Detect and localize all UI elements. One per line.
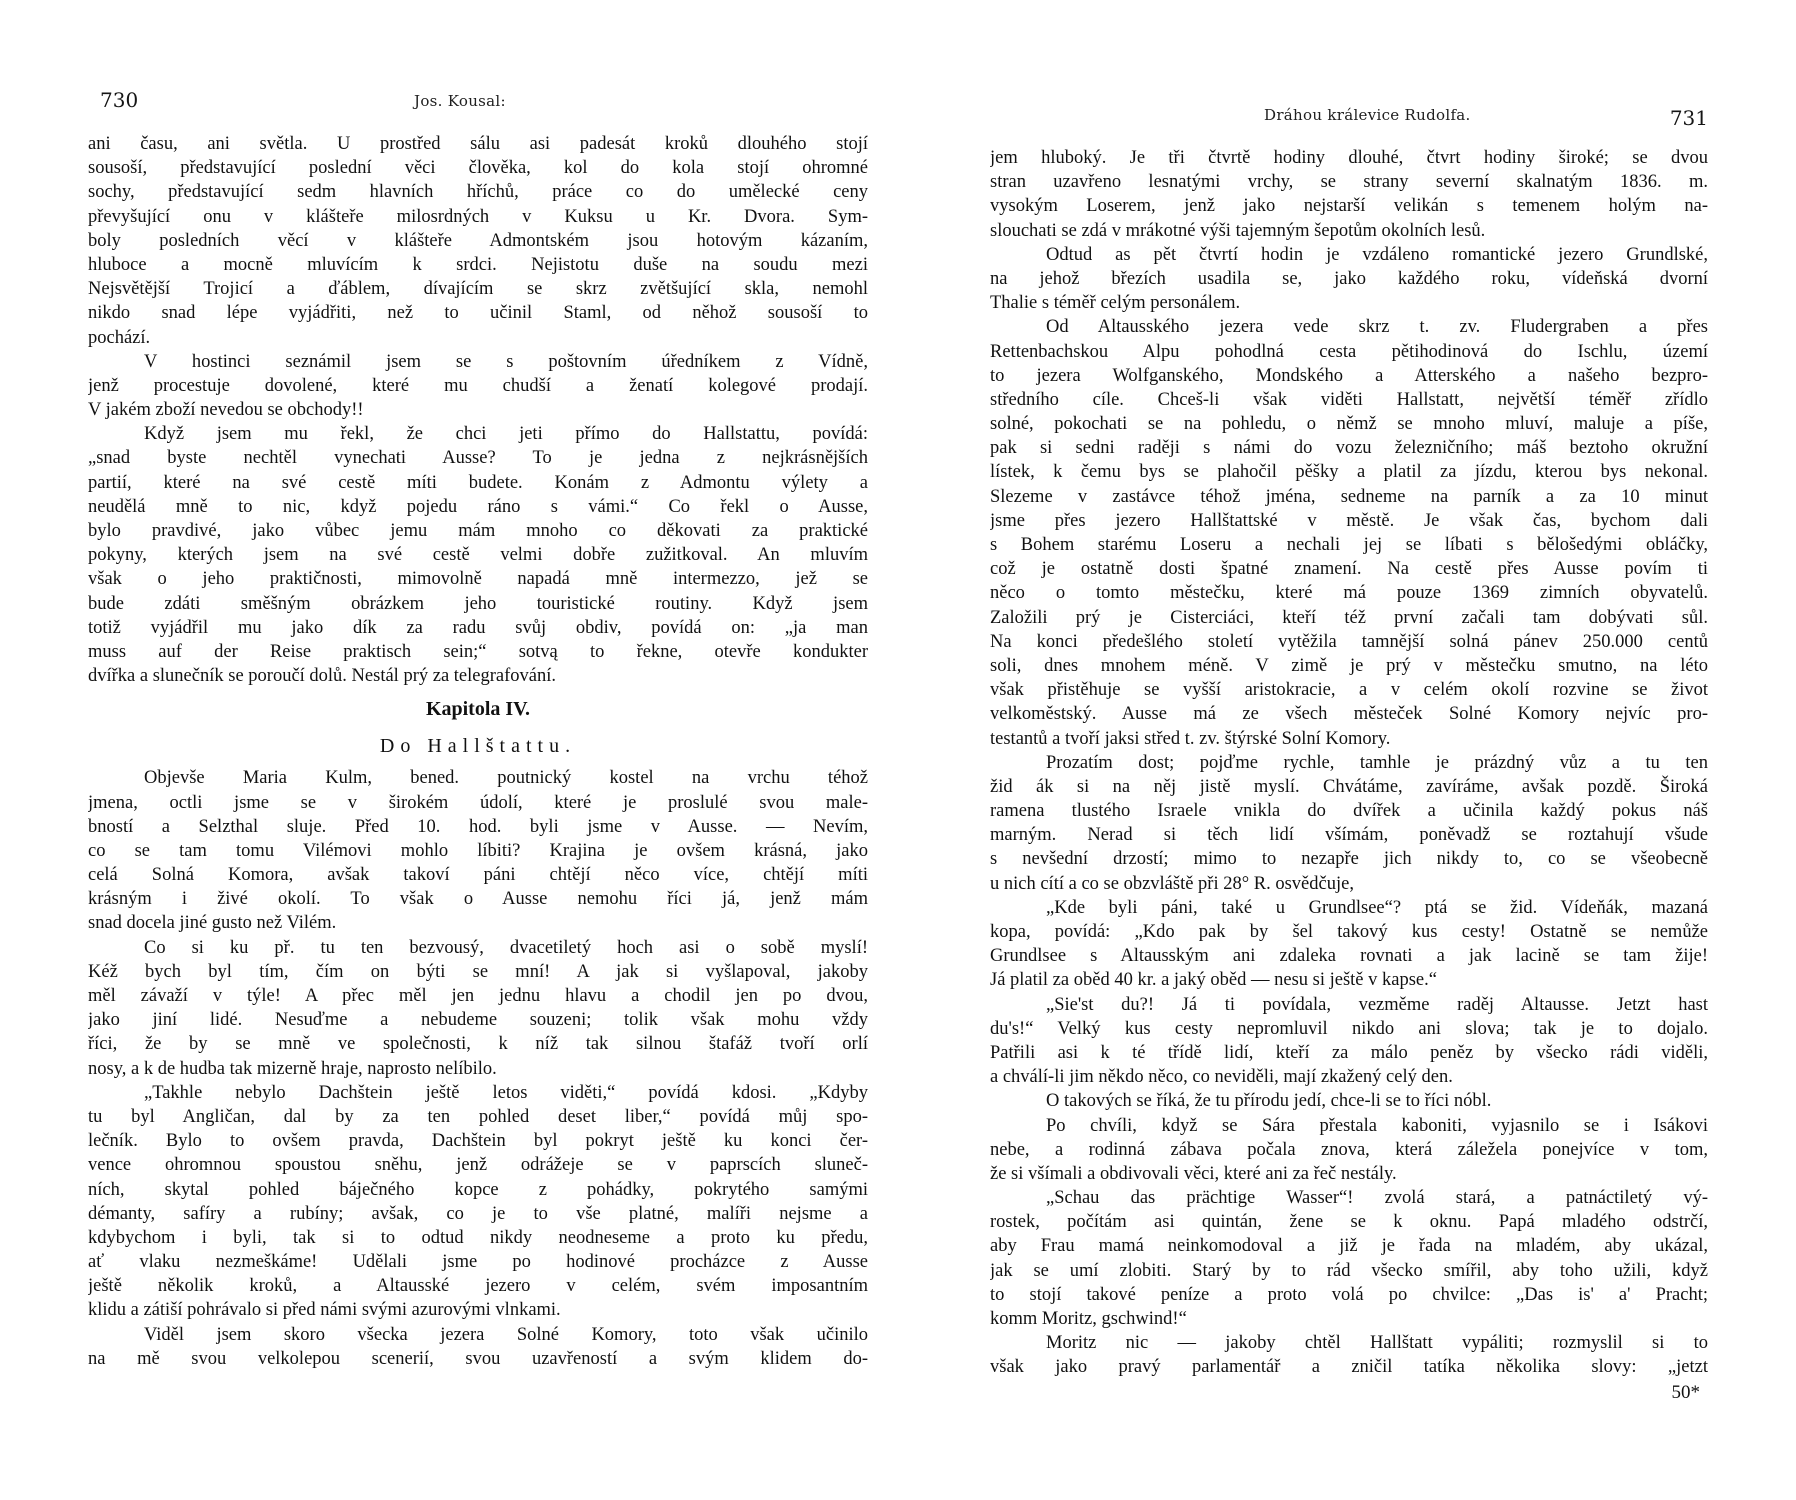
text-line: Patřili asi k té třídě lidí, kteří za málo peněz by všecko rádi viděli, (990, 1042, 1708, 1063)
text-line: muss auf der Reise praktisch sein;“ sotvą to řekne, otevře kondukter (88, 641, 868, 662)
left-body-text (88, 132, 868, 1371)
text-line: solné, pokochati se na pohledu, o němž se mnoho mluví, maluje a píše, (990, 414, 1708, 435)
left-text-after-chapter (88, 766, 868, 1371)
text-line: jmena, octli jsme se v širokém údolí, které je proslulé svou male- (88, 792, 868, 813)
text-line: žid ák si na něj jistě myslí. Chvátáme, zavíráme, avšak pozdě. Široká (990, 776, 1708, 797)
text-line: sochy, představující sedm hlavních hříchů, práce co do umělecké ceny (88, 182, 868, 203)
text-line: velkoměstský. Ausse má ze všech městeček Solné Komory nejvíc pro- (990, 704, 1708, 725)
text-line: což je ostatně dosti špatné znamení. Na cestě přes Ausse povím ti (990, 559, 1708, 580)
right-text (990, 146, 1708, 1380)
text-line: snad docela jiné gusto než Vilém. (88, 913, 337, 934)
right-running-head (990, 0, 1708, 150)
text-line: pochází. (88, 327, 151, 348)
text-line: středního cíle. Chceš-li však viděti Hallstatt, největší téměř zřídlo (990, 389, 1708, 410)
left-page (88, 0, 868, 1500)
text-line: „Schau das prächtige Wasser“! zvolá stará, a patnáctiletý vý- (1046, 1188, 1708, 1209)
text-line: Založili prý je Cisterciáci, kteří též první začali tam dobývati sůl. (990, 607, 1708, 628)
text-line: soli, dnes mnohem méně. V zimě je prý v městečku smutno, na léto (990, 655, 1708, 676)
text-line: Já platil za oběd 40 kr. a jaký oběd — nesu si ještě v kapse.“ (990, 970, 1437, 991)
text-line: Co si ku př. tu ten bezvousý, dvacetiletý hoch asi o sobě myslí! (144, 937, 868, 958)
text-line: V hostinci seznámil jsem se s poštovním úředníkem z Vídně, (144, 351, 868, 372)
text-line: tu byl Angličan, dal by za ten pohled deset liber,“ povídá můj spo- (88, 1106, 868, 1127)
text-line: Na konci předešlého století vytěžila tamnější solná pánev 250.000 centů (990, 631, 1708, 652)
text-line: partií, které na své cestě míti budete. Konám z Admontu výlety a (88, 472, 868, 493)
chapter-title: Kapitola IV. (425, 698, 531, 721)
text-line: to jezera Wolfganského, Mondského a Atterského a našeho bezpro- (990, 365, 1708, 386)
text-line: že si všímali a obdivovali věci, které ani za řeč nestály. (990, 1163, 1397, 1184)
text-line: ať vlaku nezmeškáme! Udělali jsme po hodinové procházce z Ausse (88, 1252, 868, 1273)
text-line: komm Moritz, gschwind!“ (990, 1309, 1187, 1329)
text-line: Prozatím dost; pojďme rychle, tamhle je prázdný vůz a tu ten (1046, 752, 1708, 773)
text-line: ramena tlustého Israele vnikla do dvířek a učinila každý pokus náš (990, 801, 1708, 822)
text-line: klidu a zátiší pohrávalo si před námi svými azurovými vlnkami. (88, 1300, 561, 1321)
right-page (990, 0, 1708, 1500)
signature-mark: 50* (1671, 1381, 1700, 1403)
text-line: Když jsem mu řekl, že chci jeti přímo do Hallstattu, povídá: (144, 424, 868, 445)
text-line: na jehož březích usadila se, jako každého roku, vídeňská dvorní (990, 268, 1708, 289)
left-running-title: Jos. Kousal: (414, 92, 506, 110)
right-running-title: Dráhou králevice Rudolfa. (1264, 106, 1471, 124)
text-line: jenž procestuje dovolené, které mu chudší a ženatí kolegové prodají. (88, 375, 868, 396)
text-line: jsme přes jezero Hallštattské v městě. Je však čas, bychom dali (990, 510, 1708, 531)
text-line: pak si sedni raději s námi do vozu železničního; máš beztoho okružní (990, 438, 1708, 459)
left-text-before-chapter (88, 132, 868, 688)
text-line: Rettenbachskou Alpu pohodlná cesta pětihodinová do Ischlu, území (990, 341, 1708, 362)
text-line: rostek, počítám asi quintán, žene se k oknu. Papá mladého odstrčí, (990, 1212, 1708, 1233)
text-line: neudělá mně to nic, když pojedu ráno s vámi.“ Co řekl o Ausse, (88, 496, 868, 517)
text-line: kdybychom i byli, tak si to odtud nikdy neodneseme a proto ku předu, (88, 1227, 868, 1248)
text-line: ani času, ani světla. U prostřed sálu asi padesát kroků dlouhého stojí (88, 134, 868, 154)
right-body-text (990, 146, 1708, 1406)
text-line: to stojí takové peníze a proto volá po chvilce: „Das is' a' Pracht; (990, 1284, 1708, 1305)
text-line: bylo pravdivé, jako vůbec jemu mám mnoho co děkovati za praktické (88, 521, 868, 541)
text-line: nosy, a k de hudba tak mizerně hraje, naprosto nelíbilo. (88, 1058, 497, 1079)
text-line: V jakém zboží nevedou se obchody!! (88, 400, 364, 421)
text-line: Nejsvětější Trojicí a ďáblem, dívajícím se skrz zvětšující skla, nemohl (88, 279, 868, 300)
text-line: hluboce a mocně mluvícím k srdci. Nejistotu duše na soudu mezi (88, 254, 868, 275)
text-line: Odtud as pět čtvrtí hodin je vzdáleno romantické jezero Grundlské, (1046, 244, 1708, 265)
text-line: testantů a tvoří jaksi střed t. zv. štýrské Solní Komory. (990, 728, 1391, 749)
text-line: „Takhle nebylo Dachštein ještě letos viděti,“ povídá kdosi. „Kdyby (144, 1082, 868, 1103)
left-page-number: 730 (100, 88, 139, 112)
text-line: však o jeho praktičnosti, mimovolně napadá mně intermezzo, jež se (88, 569, 868, 590)
text-line: lístek, k čemu bys se plahočil pěšky a platil za jízdu, kterou bys nekonal. (990, 462, 1708, 483)
text-line: s nevšední drzostí; mimo to nezapře jich nikdy to, co se všeobecně (990, 849, 1708, 870)
text-line: něco o tomto městečku, které má pouze 1369 zimních obyvatelů. (990, 583, 1708, 604)
text-line: Od Altausského jezera vede skrz t. zv. Fludergraben a přes (1046, 317, 1708, 338)
text-line: dvířka a slunečník se poroučí dolů. Nestál prý za telegrafování. (88, 666, 556, 687)
text-line: „Kde byli páni, také u Grundlsee“? ptá se žid. Vídeňák, mazaná (1046, 897, 1708, 918)
chapter-subtitle: Do Hallštattu. (379, 735, 577, 758)
text-line: aby Frau mamá neinkomodoval a již je řada na mladém, aby ukázal, (990, 1236, 1708, 1257)
text-line: Viděl jsem skoro všecka jezera Solné Komory, toto však učinilo (144, 1324, 868, 1345)
text-line: však přistěhuje se vyšší aristokracie, a v celém okolí rozvine se život (990, 680, 1708, 701)
text-line: sousoší, představující poslední věci člověka, kol do kola stojí ohromné (88, 158, 868, 179)
text-line: démanty, safíry a rubíny; avšak, co je to vše platné, malíři nejsme a (88, 1203, 868, 1224)
text-line: lečník. Bylo to ovšem pravda, Dachštein byl pokryt ještě ku konci čer- (88, 1131, 868, 1152)
text-line: celá Solná Komora, avšak takoví páni chtějí něco více, chtějí míti (88, 865, 868, 886)
text-line: jako jiní lidé. Nesuďme a nebudeme souzeni; tolik však mohu vždy (88, 1010, 868, 1031)
text-line: bností a Selzthal sluje. Před 10. hod. byli jsme v Ausse. — Nevím, (88, 816, 868, 837)
left-running-head (88, 0, 868, 150)
text-line: převyšující onu v klášteře milosrdných v Kuksu u Kr. Dvora. Sym- (88, 206, 868, 227)
text-line: slouchati se zdá v mrákotné výši tajemným šepotům okolních lesů. (990, 220, 1486, 241)
text-line: totiž vyjádřil mu jako dík za radu svůj obdiv, povídá on: „ja man (88, 617, 868, 638)
text-line: marným. Nerad si těch lidí všímám, poněvadž se roztahují všude (990, 825, 1708, 846)
right-page-number: 731 (1669, 106, 1708, 130)
text-line: krásným i živé okolí. To však o Ausse nemohu říci já, jenž mám (88, 889, 868, 910)
text-line: pokyny, kterých jsem na své cestě velmi dobře zužitkoval. An mluvím (88, 545, 868, 566)
text-line: jak se umí zlobiti. Starý by to rád všecko smířil, aby toho užili, když (990, 1260, 1708, 1281)
text-line: jem hluboký. Je tři čtvrtě hodiny dlouhé, čtvrt hodiny široké; se dvou (990, 148, 1708, 168)
text-line: kopa, povídá: „Kdo pak by šel takový kus cesty! Ostatně se nemůže (990, 922, 1708, 942)
text-line: co se tam tomu Vilémovi mohlo líbiti? Krajina je ovšem krásná, jako (88, 840, 868, 861)
text-line: „Sie'st du?! Já ti povídala, vezměme raděj Altausse. Jetzt hast (1046, 994, 1708, 1015)
text-line: ještě několik kroků, a Altausské jezero v celém, svém imposantním (88, 1276, 868, 1297)
text-line: Po chvíli, když se Sára přestala kaboniti, vyjasnilo se i Isákovi (1046, 1115, 1708, 1136)
text-line: stran uzavřeno lesnatými vrchy, se strany severní skalnatým 1836. m. (990, 172, 1708, 193)
text-line: Grundlsee s Altausským ani zdaleka rovnati a jak lacině se tam žije! (990, 946, 1708, 967)
text-line: bude zdáti směšným obrázkem jeho touristické routiny. Když jsem (88, 593, 868, 614)
text-line: Slezeme v zastávce téhož jména, sedneme na parník a za 10 minut (990, 486, 1708, 507)
text-line: ních, skytal pohled báječného kopce z pohádky, pokrytého samými (88, 1179, 868, 1200)
text-line: Kéž bych byl tím, čím on býti se mní! A jak si vyšlapoval, jakoby (88, 961, 868, 982)
text-line: vence ohromnou spoustou sněhu, jenž odrážeje se v paprscích slunеč- (88, 1155, 868, 1176)
text-line: vysokým Loserem, jenž jako nejstarší velikán s temenem holým na- (990, 196, 1708, 217)
text-line: nikdo snad lépe vyjádřiti, než to učinil Staml, od něhož sousoší to (88, 303, 868, 324)
text-line: „snad byste nechtěl vynechati Ausse? To je jedna z nejkrásnějších (88, 448, 868, 469)
text-line: Objevše Maria Kulm, bened. poutnický kostel na vrchu téhož (144, 768, 868, 789)
text-line: a chválí-li jim někdo něco, co neviděli, mají zkažený celý den. (990, 1067, 1453, 1088)
text-line: boly posledních věcí v klášteře Admontském jsou hotovým kázaním, (88, 230, 868, 251)
text-line: však jako pravý parlamentář a zničil tatíka několika slovy: „jetzt (990, 1357, 1708, 1378)
text-line: na mě svou velkolepou scenerií, svou uzavřeností a svým klidem do- (88, 1348, 868, 1369)
text-line: u nich cítí a co se obzvláště při 28° R. osvědčuje, (990, 873, 1354, 894)
text-line: nebe, a rodinná zábava počala znova, která záležela ponejvíce v tom, (990, 1139, 1708, 1160)
text-line: s Bohem starému Loseru a nechali jej se líbati s bělošedými obláčky, (990, 535, 1708, 555)
text-line: Moritz nic — jakoby chtěl Hallštatt vypáliti; rozmyslil si to (1046, 1333, 1708, 1354)
text-line: říci, že by se mně ve společnosti, k níž tak silnou štafáž tvoří orlí (88, 1034, 868, 1055)
text-line: Thalie s téměř celým personálem. (990, 293, 1241, 314)
text-line: O takových se říká, že tu přírodu jedí, chce-li se to říci nóbl. (1046, 1091, 1492, 1112)
text-line: měl závaží v týle! A přec měl jen jednu hlavu a chodil jen po dvou, (88, 986, 868, 1006)
text-line: du's!“ Velký kus cesty nepromluvil nikdo ani slova; tak je to dojalo. (990, 1018, 1708, 1039)
